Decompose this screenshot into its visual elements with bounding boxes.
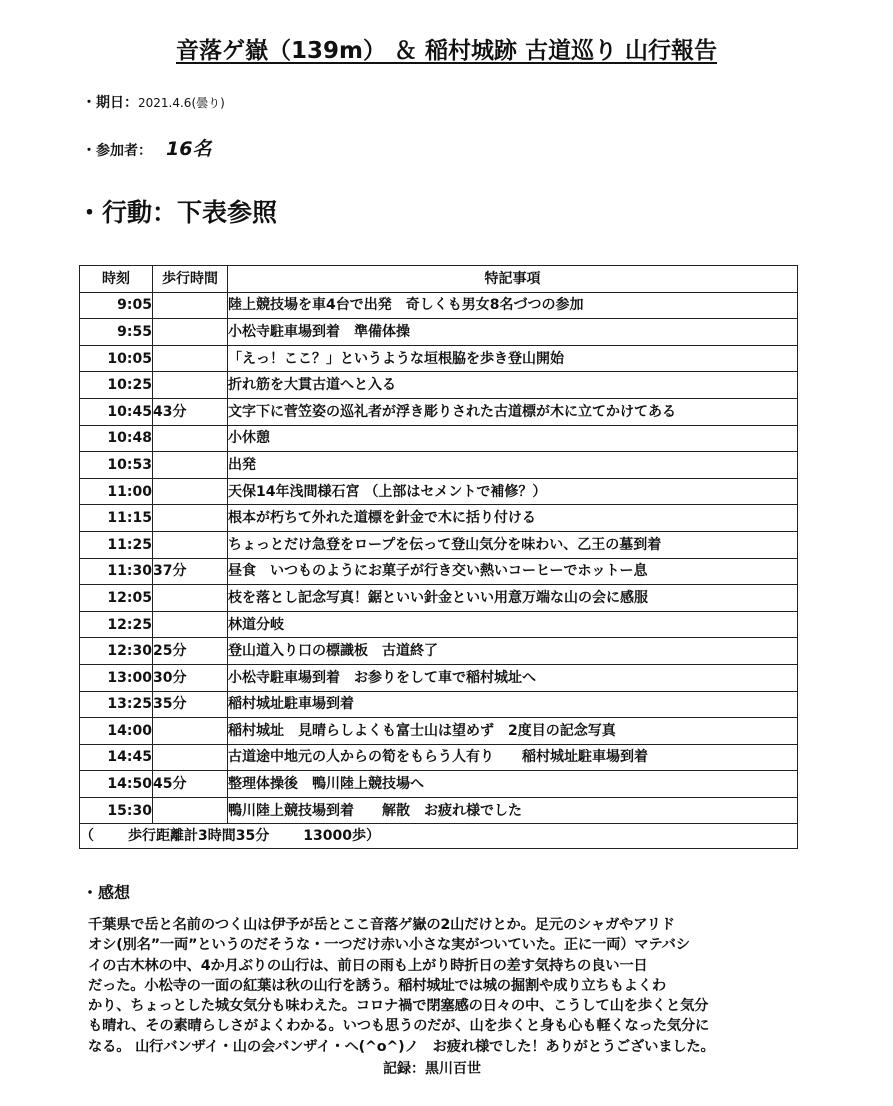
walk-time-cell: 45分 xyxy=(153,771,228,798)
time-cell: 10:05 xyxy=(80,345,153,372)
time-cell: 14:50 xyxy=(80,771,153,798)
impressions-text xyxy=(88,915,808,1057)
table-row xyxy=(80,558,798,585)
total-label: 歩行距離計3時間35分 xyxy=(128,828,270,845)
impressions-line: も晴れ、その素晴らしさがよくわかる。いつも思うのだが、山を歩くと身も心も軽くなった気分に xyxy=(88,1018,710,1035)
time-cell: 13:00 xyxy=(80,664,153,691)
walk-time-cell xyxy=(153,797,228,824)
impressions-heading: ・感想 xyxy=(82,883,131,902)
table-header-row xyxy=(80,266,798,293)
table-row xyxy=(80,398,798,425)
table-row xyxy=(80,638,798,665)
impressions-line: なる。 山行バンザイ・山の会バンザイ・ヘ(^o^)ノ お疲れ様でした！ありがとうございました。 xyxy=(88,1038,715,1055)
time-cell: 11:15 xyxy=(80,505,153,532)
time-cell: 9:55 xyxy=(80,319,153,346)
time-cell: 14:00 xyxy=(80,718,153,745)
table-row xyxy=(80,425,798,452)
participants-label: ・参加者： xyxy=(82,143,152,159)
total-cell xyxy=(80,824,798,849)
impressions-line: かり、ちょっとした城女気分も味わえた。コロナ禍で閉塞感の日々の中、こうして山を歩くと気分 xyxy=(88,998,709,1015)
time-cell: 10:45 xyxy=(80,398,153,425)
time-cell: 11:00 xyxy=(80,478,153,505)
table-row xyxy=(80,585,798,612)
note-cell: 林道分岐 xyxy=(228,611,798,638)
walk-time-cell xyxy=(153,478,228,505)
note-cell: 稲村城址 見晴らしよくも富士山は望めず 2度目の記念写真 xyxy=(228,718,798,745)
table-row xyxy=(80,319,798,346)
note-cell: 折れ筋を大貫古道へと入る xyxy=(228,372,798,399)
note-cell: 古道途中地元の人からの筍をもらう人有り 稲村城址駐車場到着 xyxy=(228,744,798,771)
table-row xyxy=(80,611,798,638)
impressions-line: だった。小松寺の一面の紅葉は秋の山行を誘う。稲村城址では城の掘割や成り立ちもよくわ xyxy=(88,977,666,994)
impressions-line: 千葉県で岳と名前のつく山は伊予が岳とここ音落ゲ嶽の2山だけとか。足元のシャガやアリド xyxy=(88,917,675,933)
note-cell: 鴨川陸上競技場到着 解散 お疲れ様でした xyxy=(228,797,798,824)
table-row xyxy=(80,691,798,718)
walk-time-cell: 35分 xyxy=(153,691,228,718)
table-row xyxy=(80,505,798,532)
walk-time-cell: 25分 xyxy=(153,638,228,665)
time-cell: 12:30 xyxy=(80,638,153,665)
table-row xyxy=(80,531,798,558)
note-cell: 小松寺駐車場到着 準備体操 xyxy=(228,319,798,346)
total-open: （ xyxy=(80,828,94,845)
walk-time-cell xyxy=(153,744,228,771)
date-value: 2021.4.6(曇り) xyxy=(138,96,225,110)
walk-time-cell xyxy=(153,585,228,612)
note-cell: ちょっとだけ急登をロープを伝って登山気分を味わい、乙王の墓到着 xyxy=(228,531,798,558)
note-cell: 小松寺駐車場到着 お参りをして車で稲村城址へ xyxy=(228,664,798,691)
note-cell: 出発 xyxy=(228,452,798,479)
header-notes: 特記事項 xyxy=(228,266,798,293)
time-cell: 15:30 xyxy=(80,797,153,824)
walk-time-cell xyxy=(153,345,228,372)
impressions-line: オシ(別名”一両”というのだそうな・一つだけ赤い小さな実がついていた。正に一両）マテバシ xyxy=(88,937,690,954)
table-body xyxy=(80,292,798,849)
table-row xyxy=(80,292,798,319)
time-cell: 11:30 xyxy=(80,558,153,585)
time-cell: 12:05 xyxy=(80,585,153,612)
walk-time-cell xyxy=(153,425,228,452)
time-cell: 10:48 xyxy=(80,425,153,452)
walk-time-cell: 37分 xyxy=(153,558,228,585)
note-cell: 登山道入り口の標識板 古道終了 xyxy=(228,638,798,665)
table-row xyxy=(80,372,798,399)
header-walk-time: 歩行時間 xyxy=(153,266,228,293)
note-cell: 小休憩 xyxy=(228,425,798,452)
walk-time-cell xyxy=(153,372,228,399)
time-cell: 14:45 xyxy=(80,744,153,771)
time-cell: 10:25 xyxy=(80,372,153,399)
walk-time-cell xyxy=(153,292,228,319)
total-steps: 13000歩） xyxy=(303,828,380,845)
time-cell: 11:25 xyxy=(80,531,153,558)
walk-time-cell xyxy=(153,505,228,532)
note-cell: 根本が朽ちて外れた道標を針金で木に括り付ける xyxy=(228,505,798,532)
table-row xyxy=(80,452,798,479)
impressions-line: イの古木林の中、4か月ぶりの山行は、前日の雨も上がり時折日の差す気持ちの良い一日 xyxy=(88,957,648,974)
table-row xyxy=(80,744,798,771)
note-cell: 枝を落とし記念写真！鋸といい針金といい用意万端な山の会に感服 xyxy=(228,585,798,612)
time-cell: 12:25 xyxy=(80,611,153,638)
table-row xyxy=(80,718,798,745)
walk-time-cell xyxy=(153,452,228,479)
date-row xyxy=(82,92,225,112)
walk-time-cell xyxy=(153,611,228,638)
table-row xyxy=(80,345,798,372)
action-heading: ・行動：下表参照 xyxy=(77,198,278,227)
time-cell: 13:25 xyxy=(80,691,153,718)
note-cell: 文字下に菅笠姿の巡礼者が浮き彫りされた古道標が木に立てかけてある xyxy=(228,398,798,425)
note-cell: 天保14年浅間様石宮 （上部はセメントで補修？） xyxy=(228,478,798,505)
date-label: ・期日： xyxy=(82,95,138,111)
header-time: 時刻 xyxy=(80,266,153,293)
walk-time-cell xyxy=(153,319,228,346)
recorder: 記録：黒川百世 xyxy=(383,1061,481,1077)
participants-count: 16名 xyxy=(166,138,212,160)
table-row xyxy=(80,478,798,505)
walk-time-cell: 30分 xyxy=(153,664,228,691)
total-row xyxy=(80,824,798,849)
note-cell: 「えっ！ここ？」というような垣根脇を歩き登山開始 xyxy=(228,345,798,372)
note-cell: 昼食 いつものようにお菓子が行き交い熱いコーヒーでホットー息 xyxy=(228,558,798,585)
activity-table xyxy=(79,265,798,849)
time-cell: 10:53 xyxy=(80,452,153,479)
table-row xyxy=(80,771,798,798)
note-cell: 整理体操後 鴨川陸上競技場へ xyxy=(228,771,798,798)
table-row xyxy=(80,664,798,691)
walk-time-cell xyxy=(153,531,228,558)
time-cell: 9:05 xyxy=(80,292,153,319)
participants-row xyxy=(82,134,211,161)
walk-time-cell xyxy=(153,718,228,745)
note-cell: 陸上競技場を車4台で出発 奇しくも男女8名づつの参加 xyxy=(228,292,798,319)
note-cell: 稲村城址駐車場到着 xyxy=(228,691,798,718)
table-row xyxy=(80,797,798,824)
report-title: 音落ゲ嶽（139m） ＆ 稲村城跡 古道巡り 山行報告 xyxy=(175,38,717,64)
walk-time-cell: 43分 xyxy=(153,398,228,425)
